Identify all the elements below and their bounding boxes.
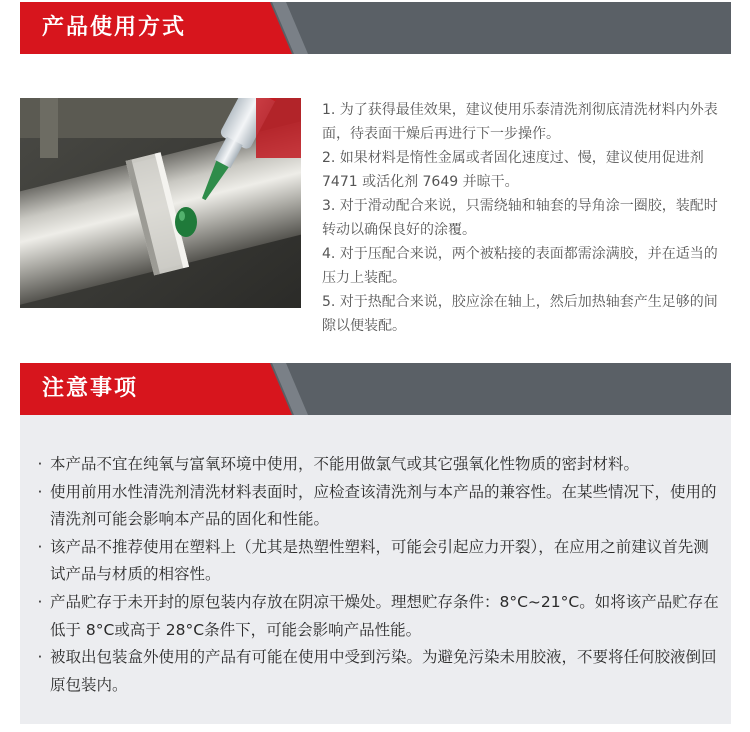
notice-section-title: 注意事项 xyxy=(42,376,139,401)
notice-text: 本产品不宜在纯氧与富氧环境中使用，不能用做氯气或其它强氧化性物质的密封材料。 xyxy=(50,455,640,473)
notice-text: 该产品不推荐使用在塑料上（尤其是热塑性塑料，可能会引起应力开裂），在应用之前建议首先测试产品与材质的相容性。 xyxy=(50,537,709,584)
usage-section-banner xyxy=(20,2,731,54)
notice-section-banner xyxy=(20,363,731,415)
notice-text: 产品贮存于未开封的原包装内存放在阴凉干燥处。理想贮存条件：8°C~21°C。如将该产品贮存在低于 8°C或高于 28°C条件下，可能会影响产品性能。 xyxy=(50,592,719,639)
notice-text: 使用前用水性清洗剂清洗材料表面时，应检查该清洗剂与本产品的兼容性。在某些情况下，使用的清洗剂可能会影响本产品的固化和性能。 xyxy=(50,482,717,529)
usage-section xyxy=(20,98,731,334)
bullet-dot: · xyxy=(37,592,43,611)
usage-step: 5. 对于热配合来说，胶应涂在轴上，然后加热轴套产生足够的间隙以便装配。 xyxy=(322,294,718,334)
notice-list xyxy=(34,451,724,699)
bullet-dot: · xyxy=(37,482,43,501)
notice-item xyxy=(34,534,724,589)
usage-step: 4. 对于压配合来说，两个被粘接的表面都需涂满胶，并在适当的压力上装配。 xyxy=(322,246,718,286)
application-photo xyxy=(20,98,301,308)
usage-steps-list xyxy=(322,98,727,338)
bullet-dot: · xyxy=(37,537,43,556)
usage-step: 2. 如果材料是惰性金属或者固化速度过、慢，建议使用促进剂 7471 或活化剂 7649 并晾干。 xyxy=(322,150,704,190)
notice-item xyxy=(34,479,724,534)
notice-item xyxy=(34,589,724,644)
notice-panel xyxy=(20,415,731,724)
usage-step: 3. 对于滑动配合来说，只需绕轴和轴套的导角涂一圈胶，装配时转动以确保良好的涂覆。 xyxy=(322,198,718,238)
notice-item xyxy=(34,644,724,699)
notice-item xyxy=(34,451,724,479)
usage-section-title: 产品使用方式 xyxy=(42,15,187,40)
bullet-dot: · xyxy=(37,455,43,473)
usage-step: 1. 为了获得最佳效果，建议使用乐泰清洗剂彻底清洗材料内外表面，待表面干燥后再进行下一步操作。 xyxy=(322,102,718,142)
bullet-dot: · xyxy=(37,648,43,667)
notice-text: 被取出包装盒外使用的产品有可能在使用中受到污染。为避免污染未用胶液，不要将任何胶液倒回原包装内。 xyxy=(50,648,717,694)
